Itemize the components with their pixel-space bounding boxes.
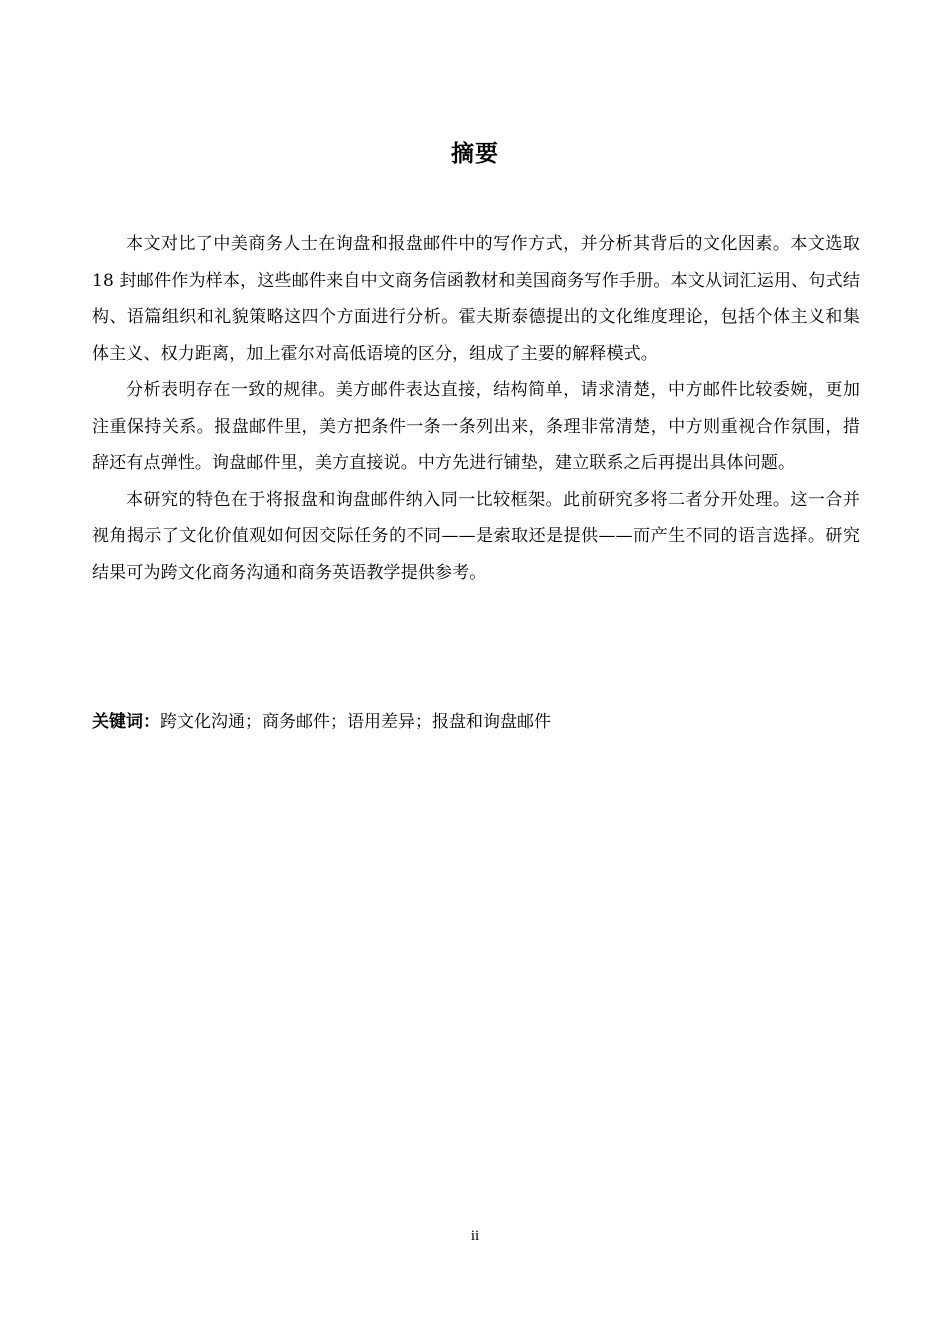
abstract-paragraph-2: 分析表明存在一致的规律。美方邮件表达直接，结构简单，请求清楚，中方邮件比较委婉，更加注重保持关系。报盘邮件里，美方把条件一条一条列出来，条理非常清楚，中方则重视合作氛围，措辞还有点弹性。询盘邮件里，美方直接说。中方先进行铺垫，建立联系之后再提出具体问题。 (92, 380, 860, 473)
keywords-label: 关键词： (92, 712, 160, 732)
page-number: ii (470, 1228, 480, 1244)
keywords-text: 跨文化沟通；商务邮件；语用差异；报盘和询盘邮件 (160, 712, 551, 732)
page-title: 摘要 (451, 141, 499, 167)
abstract-body (92, 226, 860, 591)
abstract-paragraph-3: 本研究的特色在于将报盘和询盘邮件纳入同一比较框架。此前研究多将二者分开处理。这一合并视角揭示了文化价值观如何因交际任务的不同——是索取还是提供——而产生不同的语言选择。研究结果可为跨文化商务沟通和商务英语教学提供参考。 (92, 489, 860, 583)
keywords-line (92, 704, 860, 740)
abstract-paragraph-1: 本文对比了中美商务人士在询盘和报盘邮件中的写作方式，并分析其背后的文化因素。本文选取 18 封邮件作为样本，这些邮件来自中文商务信函教材和美国商务写作手册。本文从词汇运用、句式结构、语篇组织和礼貌策略这四个方面进行分析。霍夫斯泰德提出的文化维度理论，包括个体主义和集体主义、权力距离，加上霍尔对高低语境的区分，组成了主要的解释模式。 (92, 234, 860, 364)
